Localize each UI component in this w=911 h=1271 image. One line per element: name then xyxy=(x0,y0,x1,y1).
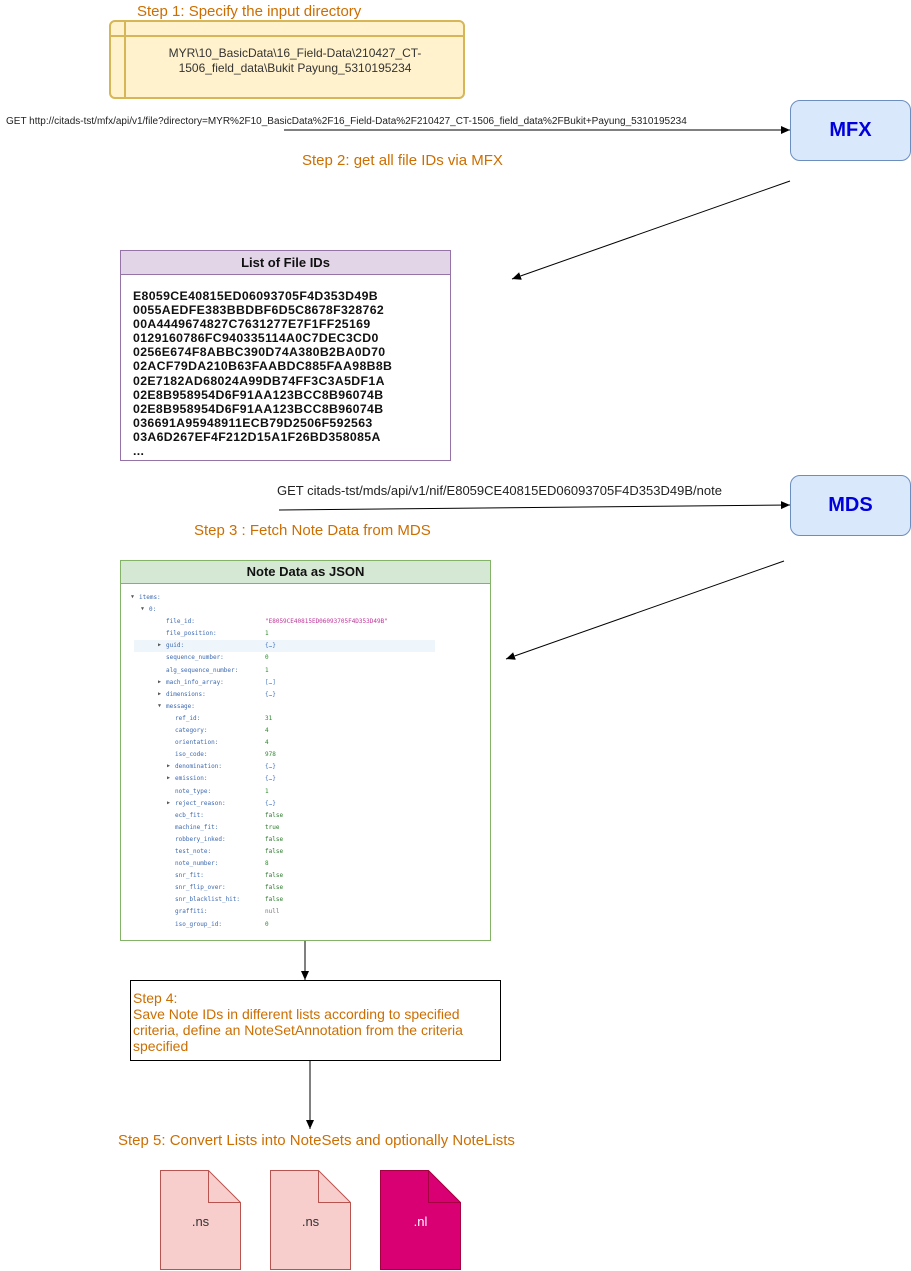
json-value: false xyxy=(265,896,284,904)
json-value: null xyxy=(265,908,280,916)
json-row xyxy=(121,737,490,749)
json-tree xyxy=(121,584,490,931)
collapse-right-icon[interactable]: ▶ xyxy=(167,775,171,782)
json-row xyxy=(121,810,490,822)
json-value: false xyxy=(265,847,284,855)
json-row xyxy=(121,906,490,918)
json-key: 0: xyxy=(149,606,157,614)
json-value: false xyxy=(265,884,284,892)
json-key: machine_fit: xyxy=(175,823,219,831)
json-value: false xyxy=(265,811,284,819)
json-value: true xyxy=(265,823,280,831)
expand-down-icon[interactable]: ▼ xyxy=(141,606,145,613)
collapse-right-icon[interactable]: ▶ xyxy=(158,690,162,697)
input-directory-path: MYR\10_BasicData\16_Field-Data\210427_CT- 1506_field_data\Bukit Payung_5310195234 xyxy=(168,46,422,75)
json-key: graffiti: xyxy=(175,908,208,916)
json-row xyxy=(121,652,490,664)
json-row xyxy=(121,882,490,894)
json-value: 4 xyxy=(265,739,269,747)
step4-title: Step 4: xyxy=(133,990,178,1006)
file-extension-label: .ns xyxy=(191,1214,210,1229)
file-id-item: 02ACF79DA210B63FAABDC885FAA98B8B xyxy=(133,359,393,374)
json-key: file_id: xyxy=(166,618,195,626)
mfx-request-url: GET http://citads-tst/mfx/api/v1/file?directory=MYR%2F10_BasicData%2F16_Field-Data%2F210427_CT-1506_field_data%2FBukit+Payung_5310195234 xyxy=(6,116,687,127)
json-value: 1 xyxy=(265,666,269,674)
file-id-item: 02E8B958954D6F91AA123BCC8B96074B xyxy=(133,387,384,402)
json-row[interactable] xyxy=(134,640,435,652)
json-value: false xyxy=(265,872,284,880)
mds-service-label: MDS xyxy=(828,494,873,516)
note-json-panel xyxy=(120,560,491,941)
mfx-service-label: MFX xyxy=(829,119,872,141)
file-id-item: 03A6D267EF4F212D15A1F26BD358085A xyxy=(133,429,381,444)
arrow-mfx-to-file-ids xyxy=(512,181,790,279)
json-key: iso_group_id: xyxy=(175,920,222,928)
json-row[interactable] xyxy=(121,689,490,701)
json-value: {…} xyxy=(265,642,276,650)
json-row xyxy=(121,725,490,737)
file-id-item: 02E7182AD68024A99DB74FF3C3A5DF1A xyxy=(133,373,385,388)
json-row[interactable] xyxy=(121,701,490,713)
step5-label: Step 5: Convert Lists into NoteSets and optionally NoteLists xyxy=(118,1132,515,1149)
arrow-request-to-mds xyxy=(279,505,790,510)
json-value: 0 xyxy=(265,654,269,662)
json-value: 978 xyxy=(265,751,276,759)
json-key: snr_flip_over: xyxy=(175,884,226,892)
json-row[interactable] xyxy=(121,677,490,689)
json-row xyxy=(121,713,490,725)
file-id-item: 0129160786FC940335114A0C7DEC3CD0 xyxy=(133,331,379,346)
json-key: note_number: xyxy=(175,860,219,868)
json-key: message: xyxy=(166,702,195,710)
file-id-item: 00A4449674827C7631277E7F1FF25169 xyxy=(133,317,371,332)
json-value: 0 xyxy=(265,920,269,928)
json-key: category: xyxy=(175,727,208,735)
json-key: orientation: xyxy=(175,739,219,747)
expand-down-icon[interactable]: ▼ xyxy=(131,594,135,600)
json-key: snr_blacklist_hit: xyxy=(175,896,241,904)
step4-text: Save Note IDs in different lists according to specified criteria, define an NoteSetAnnotation from the criteria specified xyxy=(133,1006,463,1054)
file-ids-items xyxy=(121,275,450,458)
json-value: 4 xyxy=(265,727,269,735)
json-row xyxy=(121,616,490,628)
json-key: items: xyxy=(139,594,161,601)
step4-box xyxy=(130,980,501,1061)
mfx-service-box xyxy=(790,100,911,161)
input-directory-box xyxy=(109,20,465,99)
json-value: {…} xyxy=(265,763,276,771)
json-value: 1 xyxy=(265,787,269,795)
json-key: alg_sequence_number: xyxy=(166,666,239,674)
json-key: mach_info_array: xyxy=(166,678,224,686)
file-id-item: 036691A95948911ECB79D2506F592563 xyxy=(133,415,373,430)
json-row xyxy=(121,786,490,798)
file-id-item: 02E8B958954D6F91AA123BCC8B96074B xyxy=(133,401,384,416)
json-key: sequence_number: xyxy=(166,654,224,662)
collapse-right-icon[interactable]: ▶ xyxy=(158,678,162,685)
step3-label: Step 3 : Fetch Note Data from MDS xyxy=(194,522,431,539)
json-key: reject_reason: xyxy=(175,799,226,807)
json-value: 1 xyxy=(265,630,269,638)
collapse-right-icon[interactable]: ▶ xyxy=(167,763,171,770)
json-key: robbery_inked: xyxy=(175,835,226,843)
json-row xyxy=(121,628,490,640)
json-row xyxy=(121,822,490,834)
json-row[interactable] xyxy=(121,773,490,785)
note-json-title: Note Data as JSON xyxy=(121,561,490,584)
json-key: emission: xyxy=(175,775,208,783)
file-ids-list xyxy=(120,250,451,461)
json-row xyxy=(121,894,490,906)
json-key: ref_id: xyxy=(175,714,201,722)
expand-down-icon[interactable]: ▼ xyxy=(158,702,162,709)
json-row[interactable] xyxy=(121,761,490,773)
json-value: false xyxy=(265,835,284,843)
json-value: {…} xyxy=(265,799,276,807)
json-value: {…} xyxy=(265,690,276,698)
json-key: dimensions: xyxy=(166,690,206,698)
json-row xyxy=(121,919,490,931)
json-key: ecb_fit: xyxy=(175,811,204,819)
json-row xyxy=(121,846,490,858)
json-key: file_position: xyxy=(166,630,217,638)
json-value: "E8059CE40815ED06093705F4D353D49B" xyxy=(265,618,388,626)
step2-label: Step 2: get all file IDs via MFX xyxy=(302,152,503,169)
collapse-right-icon[interactable]: ▶ xyxy=(158,642,162,649)
json-value: {…} xyxy=(265,775,276,783)
json-key: test_note: xyxy=(175,847,212,855)
file-id-item: ... xyxy=(133,444,145,459)
json-row[interactable] xyxy=(121,592,490,604)
json-row xyxy=(121,834,490,846)
arrow-mds-to-json xyxy=(506,561,784,659)
file-id-item: E8059CE40815ED06093705F4D353D49B xyxy=(133,289,379,303)
json-key: snr_fit: xyxy=(175,872,204,880)
json-row xyxy=(121,870,490,882)
json-key: guid: xyxy=(166,642,185,650)
json-key: denomination: xyxy=(175,763,222,771)
json-value: 31 xyxy=(265,714,273,722)
file-document-icon xyxy=(380,1170,461,1270)
json-key: iso_code: xyxy=(175,751,208,759)
mds-request-url: GET citads-tst/mds/api/v1/nif/E8059CE40815ED06093705F4D353D49B/note xyxy=(277,483,722,498)
json-value: 8 xyxy=(265,860,269,868)
file-id-item: 0256E674F8ABBC390D74A380B2BA0D70 xyxy=(133,345,386,360)
json-key: note_type: xyxy=(175,787,212,795)
file-document-icon xyxy=(270,1170,351,1270)
file-id-item: 0055AEDFE383BBDBF6D5C8678F328762 xyxy=(133,303,385,318)
file-extension-label: .nl xyxy=(413,1214,428,1229)
json-row xyxy=(121,665,490,677)
json-row[interactable] xyxy=(121,798,490,810)
step1-label: Step 1: Specify the input directory xyxy=(137,3,362,20)
file-ids-title: List of File IDs xyxy=(121,251,450,275)
json-row xyxy=(121,858,490,870)
file-extension-label: .ns xyxy=(301,1214,320,1229)
json-value: […] xyxy=(265,678,276,686)
json-row xyxy=(121,749,490,761)
file-document-icon xyxy=(160,1170,241,1270)
json-row[interactable] xyxy=(121,604,490,616)
collapse-right-icon[interactable]: ▶ xyxy=(167,799,171,806)
mds-service-box xyxy=(790,475,911,536)
